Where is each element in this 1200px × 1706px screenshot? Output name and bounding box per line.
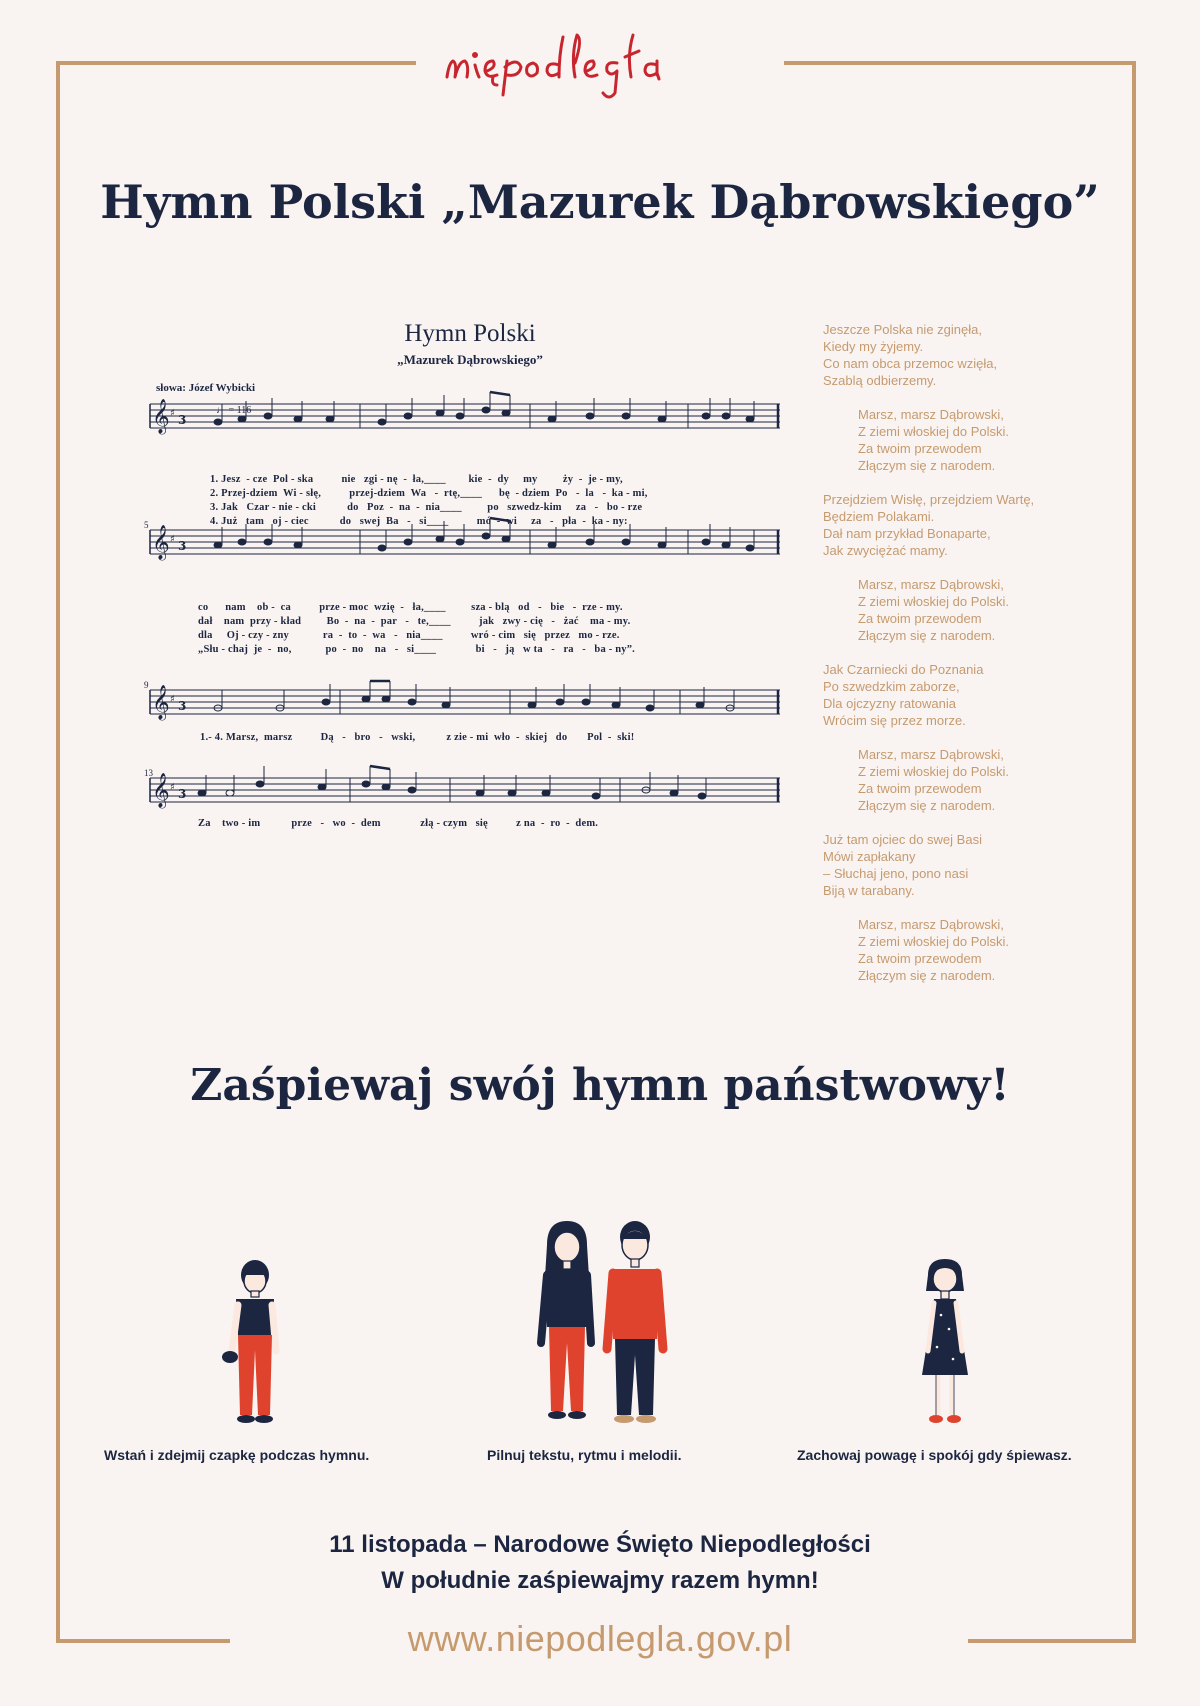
footer-invite-line: W południe zaśpiewajmy razem hymn!	[381, 1567, 819, 1594]
stanza-verse-4	[823, 831, 1123, 899]
lyric-line: Za two - im prze - wo - dem złą - czym się z na - ro - dem.	[198, 818, 599, 829]
lyric-text: Jak Czarniecki do Poznania	[823, 662, 984, 677]
lyric-text: Złączym się z narodem.	[858, 798, 996, 813]
lyric-text: Jak zwyciężać mamy.	[823, 543, 948, 558]
stanza-chorus-2	[823, 576, 1123, 644]
lyric-line: co nam ob - ca prze - moc wzię - ła,____ sza - blą od - bie - rze - my.	[198, 602, 623, 613]
score-subtitle: „Mazurek Dąbrowskiego”	[397, 352, 543, 367]
website-link[interactable]: www.niepodlegla.gov.pl	[407, 1618, 793, 1659]
stanza-chorus-3	[823, 746, 1123, 814]
lyric-text: Dla ojczyzny ratowania	[823, 696, 956, 711]
staves-graphic: 𝄞 ♯ 3 5 9 13	[150, 310, 790, 840]
stanza-verse-3	[823, 661, 1123, 729]
frame-top-left	[56, 61, 416, 65]
lyric-text: Złączym się z narodem.	[858, 628, 996, 643]
lyric-text: Kiedy my żyjemy.	[823, 339, 924, 354]
lyric-text: Złączym się z narodem.	[858, 968, 996, 983]
niepodlegla-logo[interactable]	[420, 10, 780, 110]
lyric-text: Z ziemi włoskiej do Polski.	[858, 424, 1009, 439]
lyric-text: Za twoim przewodem	[858, 441, 982, 456]
lyric-line: 3. Jak Czar - nie - cki do Poz - na - nia____ po szwedz-kim za - bo - rze	[210, 502, 643, 513]
page-title: Hymn Polski „Mazurek Dąbrowskiego”	[100, 175, 1100, 229]
lyric-line: „Słu - chaj je - no, po - no na - si____ bi - ją w ta - ra - ba - ny”.	[198, 644, 636, 655]
lyric-text: Z ziemi włoskiej do Polski.	[858, 764, 1009, 779]
girl-standing-icon	[910, 1255, 980, 1430]
lyric-line: 4. Już tam oj - ciec do swej Ba - si____ mó - wi za - pła - ka - ny:	[210, 516, 628, 527]
lyric-text: Za twoim przewodem	[858, 781, 982, 796]
boy-holding-cap-icon	[220, 1255, 290, 1430]
caption-text: Pilnuj tekstu, rytmu i melodii.	[487, 1447, 682, 1463]
stanza-verse-1	[823, 321, 1123, 389]
lyric-text: Z ziemi włoskiej do Polski.	[858, 934, 1009, 949]
lyric-text: Za twoim przewodem	[858, 611, 982, 626]
lyric-text: Marsz, marsz Dąbrowski,	[858, 747, 1004, 762]
lyric-text: Z ziemi włoskiej do Polski.	[858, 594, 1009, 609]
stanza-verse-2	[823, 491, 1123, 559]
lyric-line: dał nam przy - kład Bo - na - par - te,____ jak zwy - cię - żać ma - my.	[198, 616, 631, 627]
lyric-text: Będziem Polakami.	[823, 509, 935, 524]
lyric-text: Jeszcze Polska nie zginęła,	[823, 322, 982, 337]
caption-calm: Zachowaj powagę i spokój gdy śpiewasz.	[797, 1447, 1072, 1463]
lyric-text: Mówi zapłakany	[823, 849, 916, 864]
lyric-text: Wrócim się przez morze.	[823, 713, 966, 728]
lyric-line: 1. Jesz - cze Pol - ska nie zgi - nę - ła,____ kie - dy my ży - je - my,	[210, 474, 623, 485]
frame-right	[1132, 61, 1136, 1643]
frame-top-right	[784, 61, 1136, 65]
lyric-text: Przejdziem Wisłę, przejdziem Wartę,	[823, 492, 1035, 507]
frame-left	[56, 61, 60, 1643]
lyric-text: – Słuchaj jeno, pono nasi	[823, 866, 969, 881]
lyric-text: Biją w tarabany.	[823, 883, 915, 898]
stanza-chorus-4	[823, 916, 1123, 984]
lyric-text: Złączym się z narodem.	[858, 458, 996, 473]
lyric-text: Po szwedzkim zaborze,	[823, 679, 960, 694]
score-author: słowa: Józef Wybicki	[156, 382, 255, 394]
lyric-text: Już tam ojciec do swej Basi	[823, 832, 982, 847]
measure-number: 5	[144, 520, 149, 530]
lyric-line: 1.- 4. Marsz, marsz Dą - bro - wski, z zie - mi wło - skiej do Pol - ski!	[200, 732, 635, 743]
lyric-text: Marsz, marsz Dąbrowski,	[858, 407, 1004, 422]
lyric-text: Dał nam przykład Bonaparte,	[823, 526, 991, 541]
couple-standing-icon	[535, 1215, 670, 1430]
stanza-chorus-1	[823, 406, 1123, 474]
call-to-action-heading: Zaśpiewaj swój hymn państwowy!	[190, 1060, 1010, 1111]
score-title: Hymn Polski	[404, 320, 536, 347]
lyric-text: Marsz, marsz Dąbrowski,	[858, 577, 1004, 592]
logo-script-icon	[435, 15, 765, 105]
lyric-text: Za twoim przewodem	[858, 951, 982, 966]
footer-date-line: 11 listopada – Narodowe Święto Niepodległości	[329, 1531, 871, 1558]
lyric-text: Co nam obca przemoc wzięła,	[823, 356, 998, 371]
measure-number: 9	[144, 680, 149, 690]
sheet-music	[144, 305, 790, 840]
lyric-text: Marsz, marsz Dąbrowski,	[858, 917, 1004, 932]
caption-stand: Wstań i zdejmij czapkę podczas hymnu.	[104, 1447, 370, 1463]
measure-number: 13	[144, 768, 153, 778]
anthem-lyrics	[823, 321, 1123, 1001]
lyric-text: Szablą odbierzemy.	[823, 373, 937, 388]
lyric-line: 2. Przej-dziem Wi - słę, przej-dziem Wa - rtę,____ bę - dziem Po - la - ka - mi,	[210, 488, 648, 499]
lyric-line: dla Oj - czy - zny ra - to - wa - nia____ wró - cim się przez mo - rze.	[198, 630, 620, 641]
